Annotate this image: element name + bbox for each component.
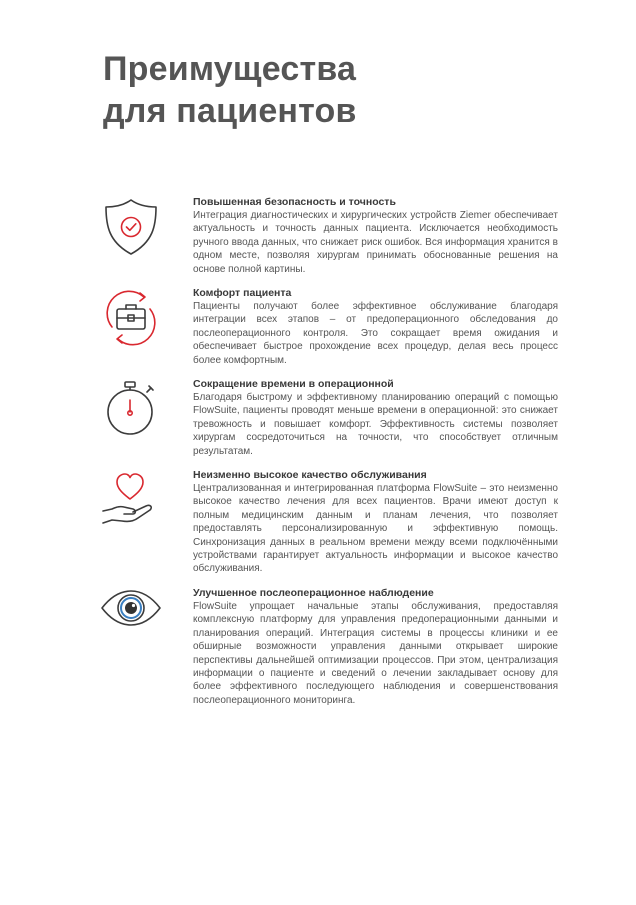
feature-heading: Повышенная безопасность и точность — [193, 196, 396, 208]
feature-heading: Неизменно высокое качество обслуживания — [193, 469, 427, 481]
hand-heart-icon — [100, 469, 162, 531]
page-title — [103, 48, 357, 132]
feature-body: Централизованная и интегрированная платформа FlowSuite – это неизменно высокое качество лечения для всех пациентов. Врачи имеют доступ к полным медицинским данным и планам лечения, что позволяет предоставлять персонализированную и эффективную помощь. Синхронизация данных в реальном времени между всеми подключёнными устройствами гарантирует актуальность информации и высокое качество обслуживания. — [193, 483, 558, 575]
briefcase-cycle-icon — [100, 287, 162, 349]
feature-body: Интеграция диагностических и хирургических устройств Ziemer обеспечивает актуальность и точность данных пациента. Исключается необходимость ручного ввода данных, что снижает риск ошибок. Вся информация хранится в одном месте, позволяя хирургам принимать обоснованные решения на основе полной картины. — [193, 210, 558, 275]
page-title-line-1: Преимущества — [103, 50, 357, 88]
eye-icon — [100, 587, 162, 649]
page-title-line-2: для пациентов — [103, 92, 357, 130]
stopwatch-icon — [100, 378, 162, 440]
feature-body: FlowSuite упрощает начальные этапы обслуживания, предоставляя комплексную платформу для управления предоперационными данными и планирования операций. Интеграция системы в процессы клиники и ее обширные возможности управления данными открывает широкие перспективы дальнейшей оптимизации процессов. При этом, централизация информации о пациенте и сведений о лечении закладывает основу для более эффективного последующего наблюдения и совершенствования послеоперационного мониторинга. — [193, 601, 558, 706]
feature-heading: Улучшенное послеоперационное наблюдение — [193, 587, 434, 599]
feature-heading: Комфорт пациента — [193, 287, 292, 299]
feature-heading: Сокращение времени в операционной — [193, 378, 394, 390]
feature-body: Благодаря быстрому и эффективному планированию операций с помощью FlowSuite, пациенты проводят меньше времени в операционной: это снижает тревожность и повышает комфорт. Эффективность системы позволяет хирургам сосредоточиться на точности, что способствует отличным результатам. — [193, 392, 558, 457]
shield-check-icon — [100, 196, 162, 258]
feature-body: Пациенты получают более эффективное обслуживание благодаря интеграции всех этапов – от предоперационного обследования до послеоперационного контроля. Это сокращает время ожидания и обеспечивает быстрое прохождение всех процедур, делая весь процесс более комфортным. — [193, 301, 558, 366]
